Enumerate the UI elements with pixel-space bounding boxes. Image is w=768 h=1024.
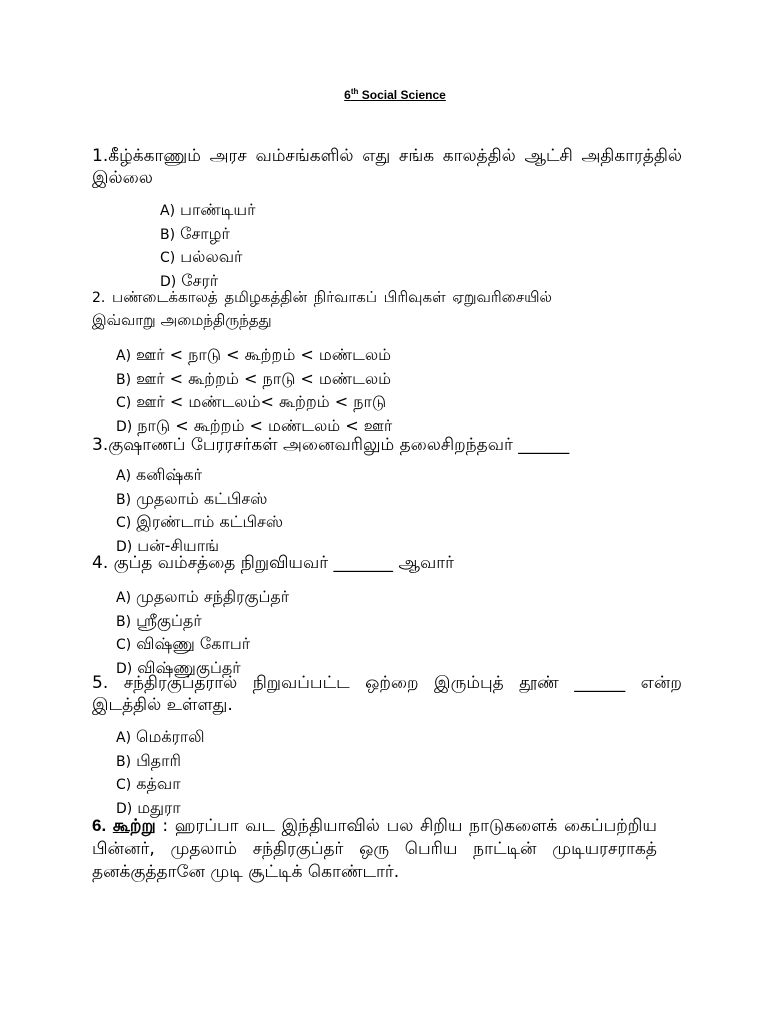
option-d: D) பன்-சியாங்	[116, 535, 220, 555]
question-5-options	[116, 726, 205, 820]
option-a: A) கனிஷ்கர்	[116, 465, 202, 484]
question-number: 2.	[92, 290, 106, 306]
option-b: B) பிதாரி	[116, 750, 181, 770]
option-b: B) சோழர்	[160, 223, 230, 243]
option-c: C) ஊர் < மண்டலம்< கூற்றம் < நாடு	[116, 392, 387, 411]
option-b: B) ஸ்ரீகுப்தர்	[116, 610, 202, 630]
question-text: குப்த வம்சத்தை நிறுவியவர் _______ ஆவார்	[113, 553, 454, 573]
question-text: குஷாணப் பேரரசர்கள் அனைவரிலும் தலைசிறந்தவர் ______	[108, 435, 570, 455]
option-a: A) முதலாம் சந்திரகுப்தர்	[116, 587, 290, 606]
option-c: C) கத்வா	[116, 774, 181, 793]
option-c: C) விஷ்ணு கோபர்	[116, 634, 251, 653]
question-3-options	[116, 464, 283, 558]
option-a: A) மெக்ராலி	[116, 727, 205, 746]
option-b: B) ஊர் < கூற்றம் < நாடு < மண்டலம்	[116, 368, 392, 388]
option-d: D) சேரர்	[160, 270, 219, 290]
option-a: A) ஊர் < நாடு < கூற்றம் < மண்டலம்	[116, 345, 392, 364]
question-number: 4.	[92, 553, 109, 573]
option-c: C) இரண்டாம் கட்பிசஸ்	[116, 512, 284, 531]
question-number: 5.	[92, 673, 109, 693]
page-title: 6th Social Science	[344, 87, 446, 102]
option-d: D) விஷ்ணுகுப்தர்	[116, 657, 241, 677]
question-5	[92, 672, 682, 716]
question-text: சந்திரகுப்தரால் நிறுவப்பட்ட ஒற்றை இரும்புத் தூண் ______ என்ற இடத்தில் உள்ளது.	[92, 673, 682, 715]
question-number: 3.	[92, 435, 109, 455]
question-number: 6.	[92, 816, 107, 835]
statement-text: : ஹரப்பா வட இந்தியாவில் பல சிறிய நாடுகளைக் கைப்பற்றிய பின்னர், முதலாம் சந்திரகுப்தர் ஒரு பெரிய நாட்டின் முடியரசராகத் தனக்குத்தானே முடி சூட்டிக் கொண்டார்.	[92, 816, 657, 882]
statement-keyword: கூற்று	[112, 816, 156, 836]
option-d: D) நாடு < கூற்றம் < மண்டலம் < ஊர்	[116, 415, 393, 435]
question-2	[92, 286, 552, 331]
option-c: C) பல்லவர்	[160, 247, 243, 266]
question-1	[92, 145, 682, 189]
option-d: D) மதுரா	[116, 797, 181, 817]
question-3	[92, 434, 682, 456]
question-1-options	[160, 199, 255, 293]
question-6	[92, 814, 657, 884]
question-4-options	[116, 586, 289, 680]
question-4	[92, 552, 682, 574]
option-a: A) பாண்டியர்	[160, 200, 256, 219]
option-b: B) முதலாம் கட்பிசஸ்	[116, 488, 268, 508]
question-2-options	[116, 344, 392, 438]
question-text: கீழ்க்காணும் அரச வம்சங்களில் எது சங்க காலத்தில் ஆட்சி அதிகாரத்தில் இல்லை	[92, 146, 682, 188]
question-text: பண்டைக்காலத் தமிழகத்தின் நிர்வாகப் பிரிவுகள் ஏறுவரிசையில் இவ்வாறு அமைந்திருந்தது	[92, 288, 552, 329]
question-number: 1.	[92, 146, 109, 166]
